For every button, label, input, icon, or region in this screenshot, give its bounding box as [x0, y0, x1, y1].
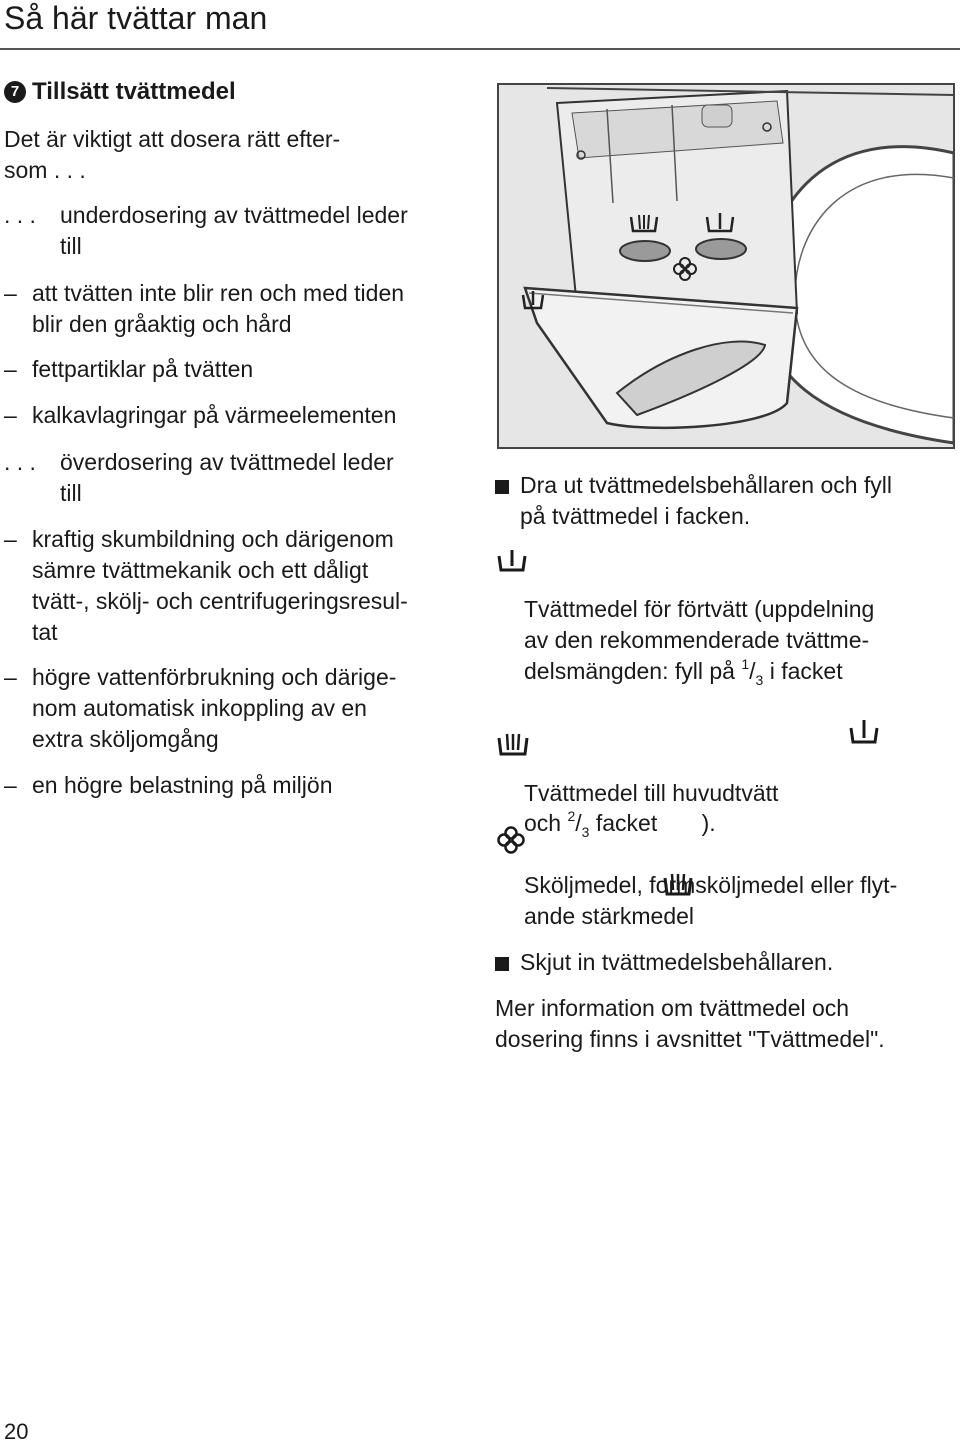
- intro-text: Det är viktigt att dosera rätt efter- som . . .: [4, 126, 341, 183]
- instruction-push-in-drawer: Skjut in tvättmedelsbehållaren.: [520, 949, 834, 975]
- page-title: Så här tvättar man: [4, 0, 268, 36]
- dash-marker: –: [4, 772, 17, 798]
- title-divider: [0, 48, 960, 50]
- mainwash-icon: [497, 732, 529, 758]
- bullet-square-icon: [495, 957, 509, 971]
- mainwash-description: Tvättmedel till huvudtvätt: [524, 780, 779, 806]
- step-heading: [4, 76, 236, 108]
- dash-marker: –: [4, 664, 17, 690]
- instruction-pull-out-drawer: Dra ut tvättmedelsbehållaren och fyll på tvättmedel i facken.: [520, 472, 893, 529]
- list-item: fettpartiklar på tvätten: [32, 356, 254, 382]
- further-information-note: Mer information om tvättmedel och dosering finns i avsnittet "Tvättmedel".: [495, 995, 885, 1052]
- dash-marker: –: [4, 356, 17, 382]
- step-number-badge: 7: [4, 81, 26, 103]
- list-item: att tvätten inte blir ren och med tiden blir den gråaktig och hård: [32, 280, 405, 337]
- detergent-drawer-illustration: [497, 83, 955, 449]
- ellipsis-lead: . . .: [4, 202, 36, 228]
- list-item: högre vattenförbrukning och därige- nom automatisk inkoppling av en extra sköljomgång: [32, 664, 397, 752]
- prewash-icon: [497, 548, 527, 574]
- overdosing-heading: överdosering av tvättmedel leder till: [60, 449, 394, 506]
- softener-description: Sköljmedel, formsköljmedel eller flyt- ande stärkmedel: [524, 872, 898, 929]
- dash-marker: –: [4, 402, 17, 428]
- list-item: kraftig skumbildning och därigenom sämre tvättmekanik och ett dåligt tvätt-, skölj- och centrifugeringsresul- tat: [32, 526, 408, 645]
- list-item: en högre belastning på miljön: [32, 772, 333, 798]
- step-title: Tillsätt tvättmedel: [32, 78, 236, 105]
- prewash-description: Tvättmedel för förtvätt (uppdelning av den rekommenderade tvättme- delsmängden: fyll på 1 / 3 i facket och 2 / 3 facket ).: [524, 594, 944, 960]
- underdosing-heading: underdosering av tvättmedel leder till: [60, 202, 408, 259]
- softener-icon: [497, 826, 525, 854]
- list-item: kalkavlagringar på värmeelementen: [32, 402, 397, 428]
- dash-marker: –: [4, 280, 17, 306]
- ellipsis-lead: . . .: [4, 449, 36, 475]
- dash-marker: –: [4, 526, 17, 552]
- bullet-square-icon: [495, 480, 509, 494]
- page-number: 20: [4, 1419, 29, 1444]
